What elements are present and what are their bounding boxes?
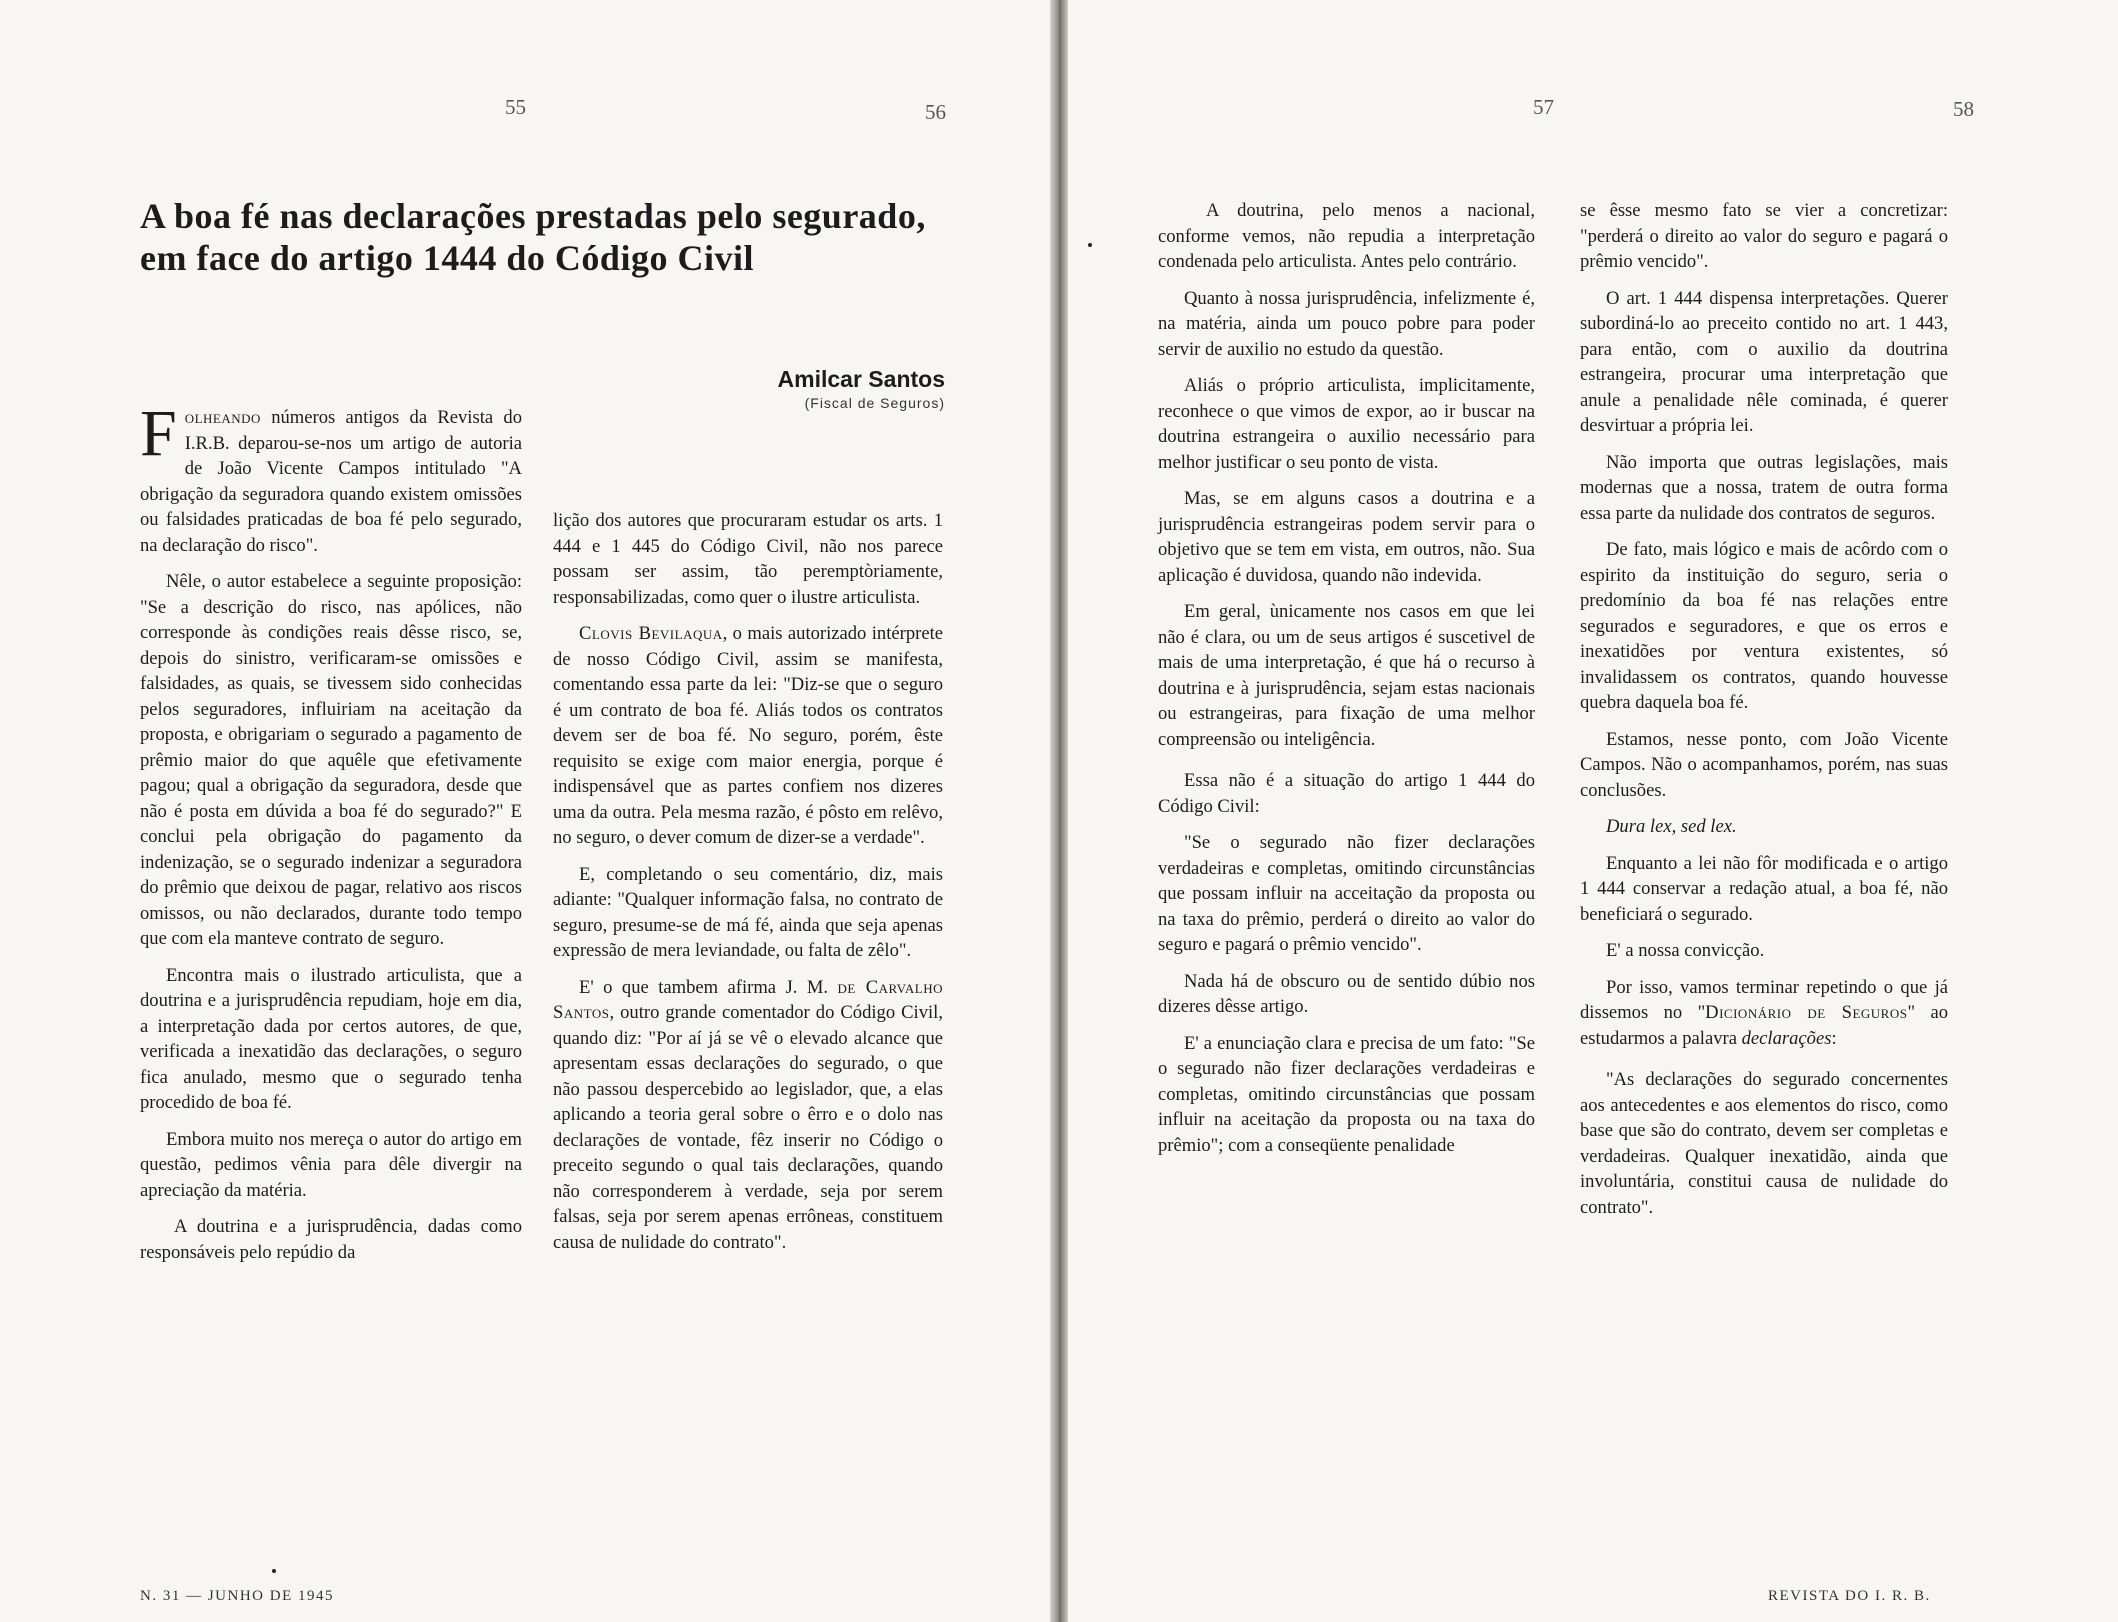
paragraph: Não importa que outras legislações, mais modernas que a nossa, tratem de outra forma essa parte da nulidade dos contratos de seguros. (1580, 451, 1948, 524)
paragraph: Embora muito nos mereça o autor do artigo em questão, pedimos vênia para dêle divergir na apreciação da matéria. (140, 1128, 522, 1201)
print-speck (272, 1569, 276, 1573)
paragraph: se êsse mesmo fato se vier a concretizar: "perderá o direito ao valor do seguro e pagará o prêmio vencido". (1580, 200, 1948, 272)
left-page (0, 0, 1050, 1622)
paragraph: Em geral, ùnicamente nos casos em que lei não é clara, ou um de seus artigos é suscetivel de mais de uma interpretação, é que há o recurso à doutrina e à jurisprudência, sejam estas nacionais ou estrangeiras, para fixação de uma melhor compreensão ou inteligência. (1158, 601, 1535, 750)
print-speck (1088, 243, 1092, 247)
smallcaps-opening: olheando (184, 407, 261, 428)
paragraph (553, 975, 943, 1256)
cited-author: de Carvalho Santos (553, 976, 944, 1023)
author-role: (Fiscal de Seguros) (804, 395, 945, 411)
paragraph: E' a enunciação clara e precisa de um fato: "Se o segurado não fizer declarações verdadeiras e completas, omitindo circunstâncias que possam influir na aceitação da proposta ou na taxa do prêmio"; com a conseqüente penalidade (1158, 1032, 1535, 1156)
column-4 (1580, 198, 1948, 1231)
paragraph (1580, 975, 1948, 1052)
dictionary-title: Dicionário de Seguros (1705, 1002, 1908, 1023)
paragraph (140, 397, 522, 558)
paragraph: lição dos autores que procuraram estudar os arts. 1 444 e 1 445 do Código Civil, não nos parece possam ser assim, tão peremptòriamente, responsabilizadas, como quer o ilustre articulista. (553, 510, 943, 608)
footer-journal: REVISTA DO I. R. B. (1768, 1588, 1931, 1604)
paragraph: E, completando o seu comentário, diz, mais adiante: "Qualquer informação falsa, no contrato de seguro, presume-se de má fé, ainda que seja apenas expressão de mera leviandade, ou falta de zêlo". (553, 863, 943, 961)
drop-cap: F (140, 397, 177, 470)
paragraph: E' a nossa convicção. (1606, 940, 1765, 961)
paragraph-text: : (1831, 1027, 1837, 1049)
paragraph-text: , o mais autorizado intérprete de nosso Código Civil, assim se manifesta, comentando essa parte da lei: "Diz-se que o seguro é um contrato de boa fé. Aliás todos os contratos devem ser de boa fé. No seguro, porém, êste requisito se exige com maior energia, porque é indispensável que as partes confiem nos dizeres uma da outra. Pela mesma razão, é pôsto em relêvo, no seguro, o dever comum de dizer-se a verdade". (553, 623, 943, 848)
paragraph-text: " ao estudarmos a palavra (1580, 1002, 1948, 1049)
italic-term: declarações (1741, 1027, 1832, 1049)
paragraph: Aliás o próprio articulista, implicitamente, reconhece o que vimos de expor, ao ir buscar na doutrina estrangeira o auxilio necessário para melhor justificar o seu ponto de vista. (1158, 375, 1535, 473)
page-number-58: 58 (1953, 97, 1974, 121)
cited-author: Clovis Bevilaqua (579, 623, 723, 644)
author-name: Amilcar Santos (777, 366, 945, 392)
paragraph-text: E' o que tambem afirma J. M. (579, 976, 838, 998)
paragraph: Encontra mais o ilustrado articulista, que a doutrina e a jurisprudência repudiam, hoje em dia, a interpretação dada por certos autores, de que, verificada a inexatidão das declarações, o seguro fica anulado, mesmo que o segurado tenha procedido de boa fé. (140, 964, 522, 1113)
paragraph: Nêle, o autor estabelece a seguinte proposição: "Se a descrição do risco, nas apólices, não corresponde às condições reais dêsse risco, se, depois do sinistro, verificaram-se omissões e falsidades, as quais, se tivessem sido conhecidas pelos seguradores, influiriam na aceitação da proposta, e obrigariam o segurado a pagamento de prêmio maior do que aquêle que efetivamente pagou; qual a obrigação da seguradora, desde que não é posta em dúvida a boa fé do segurado?" E conclui pela obrigação do pagamento da indenização, se o segurado indenizar a seguradora do prêmio que deixou de pagar, relativo aos riscos omissos, ou não declarados, durante todo tempo que com ela manteve contrato de seguro. (140, 571, 522, 949)
paragraph: A doutrina e a jurisprudência, dadas como responsáveis pelo repúdio da (140, 1216, 522, 1263)
quote-paragraph: "Se o segurado não fizer declarações verdadeiras e completas, omitindo circunstâncias que possam influir na acceitação da proposta ou na taxa do prêmio, perderá o direito ao valor do seguro e pagará o prêmio vencido". (1158, 832, 1535, 955)
paragraph-text: números antigos da Revista do I.R.B. deparou-se-nos um artigo de autoria de João Vicente Campos intitulado "A obrigação da seguradora quando existem omissões ou falsidades praticadas de boa fé pelo segurado, na declaração do risco". (140, 407, 522, 556)
page-number-56: 56 (925, 100, 946, 124)
footer-issue: N. 31 — JUNHO DE 1945 (140, 1588, 334, 1604)
paragraph-text: Por isso, vamos terminar repetindo o que já dissemos no " (1580, 976, 1948, 1023)
paragraph: Estamos, nesse ponto, com João Vicente Campos. Não o acompanhamos, porém, nas suas conclusões. (1580, 728, 1948, 801)
paragraph (553, 621, 943, 851)
paragraph: Essa não é a situação do artigo 1 444 do Código Civil: (1158, 770, 1535, 817)
column-1 (140, 397, 522, 1276)
paragraph: Enquanto a lei não fôr modificada e o artigo 1 444 conservar a redação atual, a boa fé, não beneficiará o segurado. (1580, 852, 1948, 925)
latin-maxim: Dura lex, sed lex. (1606, 816, 1737, 837)
article-title: A boa fé nas declarações prestadas pelo segurado, em face do artigo 1444 do Código Civil (140, 196, 926, 278)
right-page (1068, 0, 2118, 1622)
paragraph: Quanto à nossa jurisprudência, infelizmente é, na matéria, ainda um pouco pobre para poder servir de auxilio no estudo da questão. (1158, 287, 1535, 360)
paragraph: A doutrina, pelo menos a nacional, conforme vemos, não repudia a interpretação condenada pelo articulista. Antes pelo contrário. (1158, 200, 1535, 272)
column-3 (1158, 198, 1535, 1169)
book-gutter (1050, 0, 1068, 1622)
column-2 (553, 508, 943, 1266)
paragraph-text: , outro grande comentador do Código Civil, quando diz: "Por aí já se vê o elevado alcance que apresentam essas declarações do segurado, o que não passou despercebido ao legislador, que, a elas aplicando a teoria geral sobre o êrro e o dolo nas declarações de vontade, fêz inserir no Código o preceito segundo o qual tais declarações, quando não corresponderem à verdade, seja por serem falsas, seja por serem apenas errôneas, constituem causa de nulidade do contrato". (553, 1002, 943, 1253)
paragraph: Mas, se em alguns casos a doutrina e a jurisprudência estrangeiras podem servir para o objetivo que se tem em vista, em outros, não. Sua aplicação é duvidosa, quando não indevida. (1158, 488, 1535, 586)
paragraph: De fato, mais lógico e mais de acôrdo com o espirito da instituição do seguro, seria o predomínio da boa fé nas relações entre segurados e seguradores, e que os erros e inexatidões por ventura existentes, só invalidassem os contratos, quando houvesse quebra daquela boa fé. (1580, 539, 1948, 713)
page-number-55: 55 (505, 95, 526, 119)
quote-paragraph: "As declarações do segurado concernentes aos antecedentes e aos elementos do risco, como base que são do contrato, devem ser completas e verdadeiras. Qualquer inexatidão, ainda que involuntária, constitui causa de nulidade do contrato". (1580, 1069, 1948, 1218)
page-number-57: 57 (1533, 95, 1554, 119)
paragraph: O art. 1 444 dispensa interpretações. Querer subordiná-lo ao preceito contido no art. 1 443, para então, com o auxilio da doutrina estrangeira, procurar uma interpretação que anule a penalidade nêle cominada, é querer desvirtuar a própria lei. (1580, 287, 1948, 436)
paragraph: Nada há de obscuro ou de sentido dúbio nos dizeres dêsse artigo. (1158, 970, 1535, 1017)
